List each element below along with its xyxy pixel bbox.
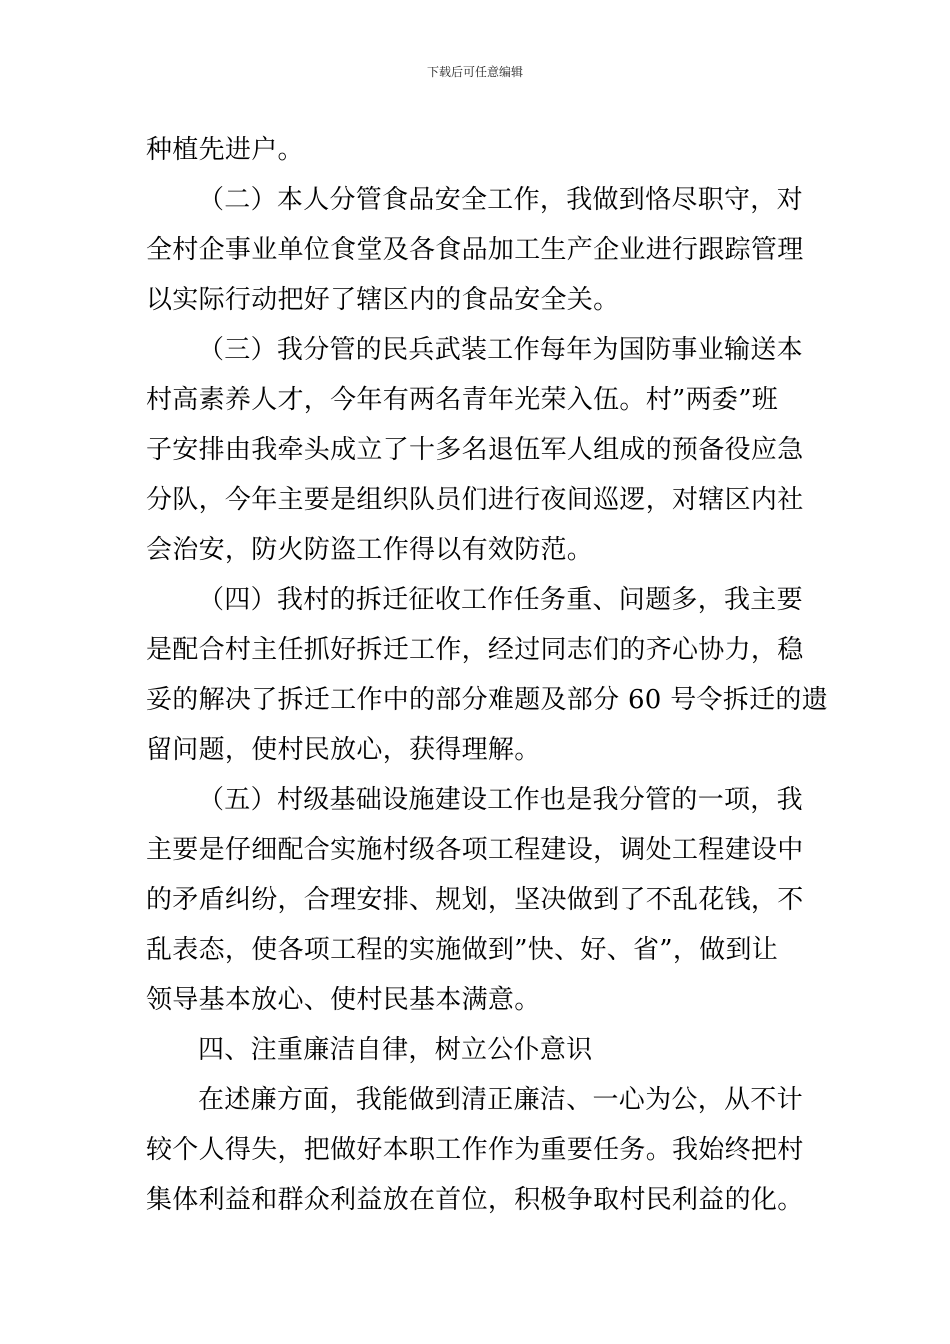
text-line: 分队，今年主要是组织队员们进行夜间巡逻，对辖区内社 [146,485,804,515]
text-line: 乱表态，使各项工程的实施做到”快、好、省”，做到让 [146,935,779,965]
document-body [146,125,829,1225]
text-line: 主要是仔细配合实施村级各项工程建设，调处工程建设中 [146,835,804,865]
section-heading: 四、注重廉洁自律，树立公仆意识 [198,1035,593,1065]
text-line: （四）我村的拆迁征收工作任务重、问题多，我主要 [198,585,803,615]
text-line: 领导基本放心、使村民基本满意。 [146,985,541,1015]
text-line: （五）村级基础设施建设工作也是我分管的一项，我 [198,785,803,815]
text-line: 的矛盾纠纷，合理安排、规划，坚决做到了不乱花钱，不 [146,885,804,915]
text-line: （三）我分管的民兵武装工作每年为国防事业输送本 [198,335,803,365]
text-line: 留问题，使村民放心，获得理解。 [146,735,541,765]
text-line: 是配合村主任抓好拆迁工作，经过同志们的齐心协力，稳 [146,635,804,665]
text-line: 子安排由我牵头成立了十多名退伍军人组成的预备役应急 [146,435,804,465]
text-line: 村高素养人才，今年有两名青年光荣入伍。村”两委”班 [146,385,779,415]
text-line: 较个人得失，把做好本职工作作为重要任务。我始终把村 [146,1135,804,1165]
text-line: 全村企事业单位食堂及各食品加工生产企业进行跟踪管理 [146,235,804,265]
text-line: 在述廉方面，我能做到清正廉洁、一心为公，从不计 [198,1085,803,1115]
text-line: （二）本人分管食品安全工作，我做到恪尽职守，对 [198,185,803,215]
text-line: 种植先进户。 [146,135,304,165]
text-line: 会治安，防火防盗工作得以有效防范。 [146,535,594,565]
page-header: 下载后可任意编辑 [426,65,523,79]
text-line: 妥的解决了拆迁工作中的部分难题及部分 60 号令拆迁的遗 [146,685,829,715]
text-line: 集体利益和群众利益放在首位，积极争取村民利益的化。 [146,1185,804,1215]
text-line: 以实际行动把好了辖区内的食品安全关。 [146,285,620,315]
